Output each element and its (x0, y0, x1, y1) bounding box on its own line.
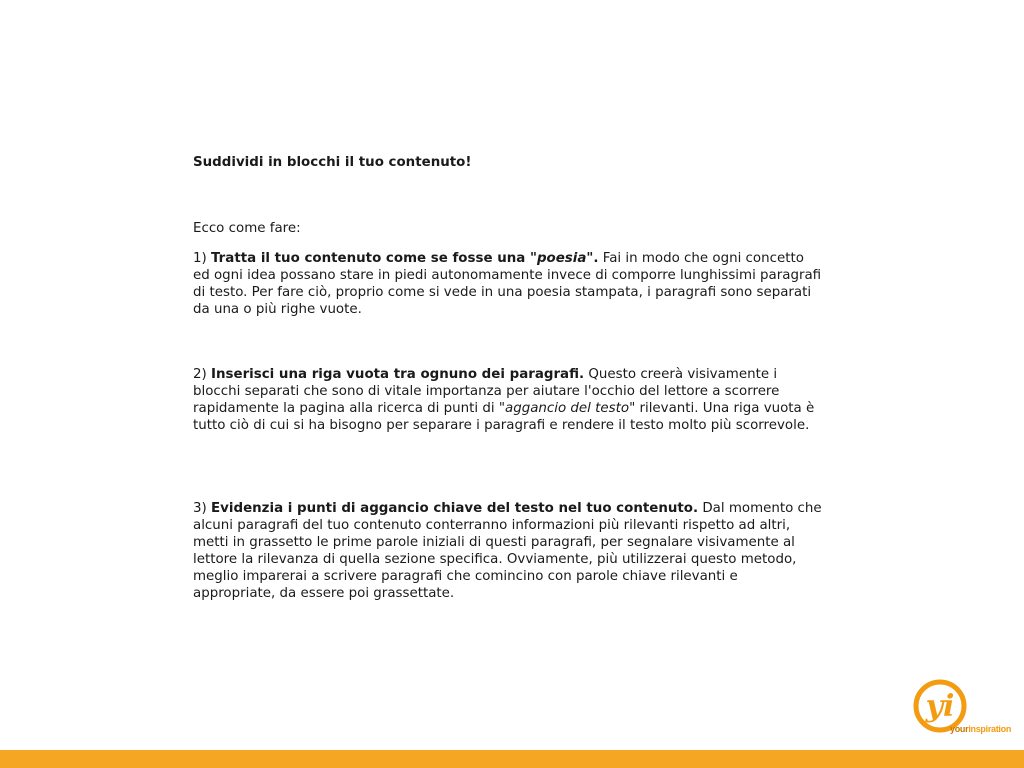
point-3-body: Dal momento che alcuni paragrafi del tuo contenuto conterranno informazioni più rilevanti rispetto ad altri, metti in grassetto le prime parole iniziali di questi paragrafi, per segnalare visivamente al lettore la rilevanza di quella sezione specifica. Ovviamente, più utilizzerai questo metodo, meglio imparerai a scrivere paragrafi che comincino con parole chiave rilevanti e appropriate, da essere poi grassettate. (193, 501, 822, 601)
point-3 (193, 500, 823, 602)
slide-title: Suddividi in blocchi il tuo contenuto! (193, 155, 472, 170)
bottom-accent-bar (0, 750, 1024, 768)
logo-word: inspiration (968, 724, 1012, 734)
logo-prefix: your (950, 724, 969, 734)
point-1-lead-italic: poesia (536, 251, 587, 266)
point-1-body: Fai in modo che ogni concetto ed ogni idea possano stare in piedi autonomamente invece di comporre lunghissimi paragrafi di testo. Per fare ciò, proprio come si vede in una poesia stampata, i paragrafi sono separati da una o più righe vuote. (193, 251, 822, 317)
point-1-lead: Tratta il tuo contenuto come se fosse una "poesia". (211, 251, 599, 266)
point-1-number: 1) (193, 251, 207, 266)
point-2-lead: Inserisci una riga vuota tra ognuno dei paragrafi. (211, 367, 585, 382)
point-1 (193, 250, 823, 318)
point-2-body: Questo creerà visivamente i blocchi separati che sono di vitale importanza per aiutare l'occhio del lettore a scorrere rapidamente la pagina alla ricerca di punti di "aggancio del testo" rilevanti. Una riga vuota è tutto ciò di cui si ha bisogno per separare i paragrafi e rendere il testo molto più scorrevole. (193, 367, 815, 433)
logo-wordmark (950, 724, 1011, 734)
point-2-body-italic: aggancio del testo (505, 401, 630, 416)
logo-monogram: yi (925, 689, 955, 724)
slide-content (193, 154, 823, 601)
point-3-number: 3) (193, 501, 207, 516)
point-2-number: 2) (193, 367, 207, 382)
point-3-lead: Evidenzia i punti di aggancio chiave del testo nel tuo contenuto. (211, 501, 699, 516)
intro-text: Ecco come fare: (193, 221, 301, 236)
point-2 (193, 366, 823, 434)
